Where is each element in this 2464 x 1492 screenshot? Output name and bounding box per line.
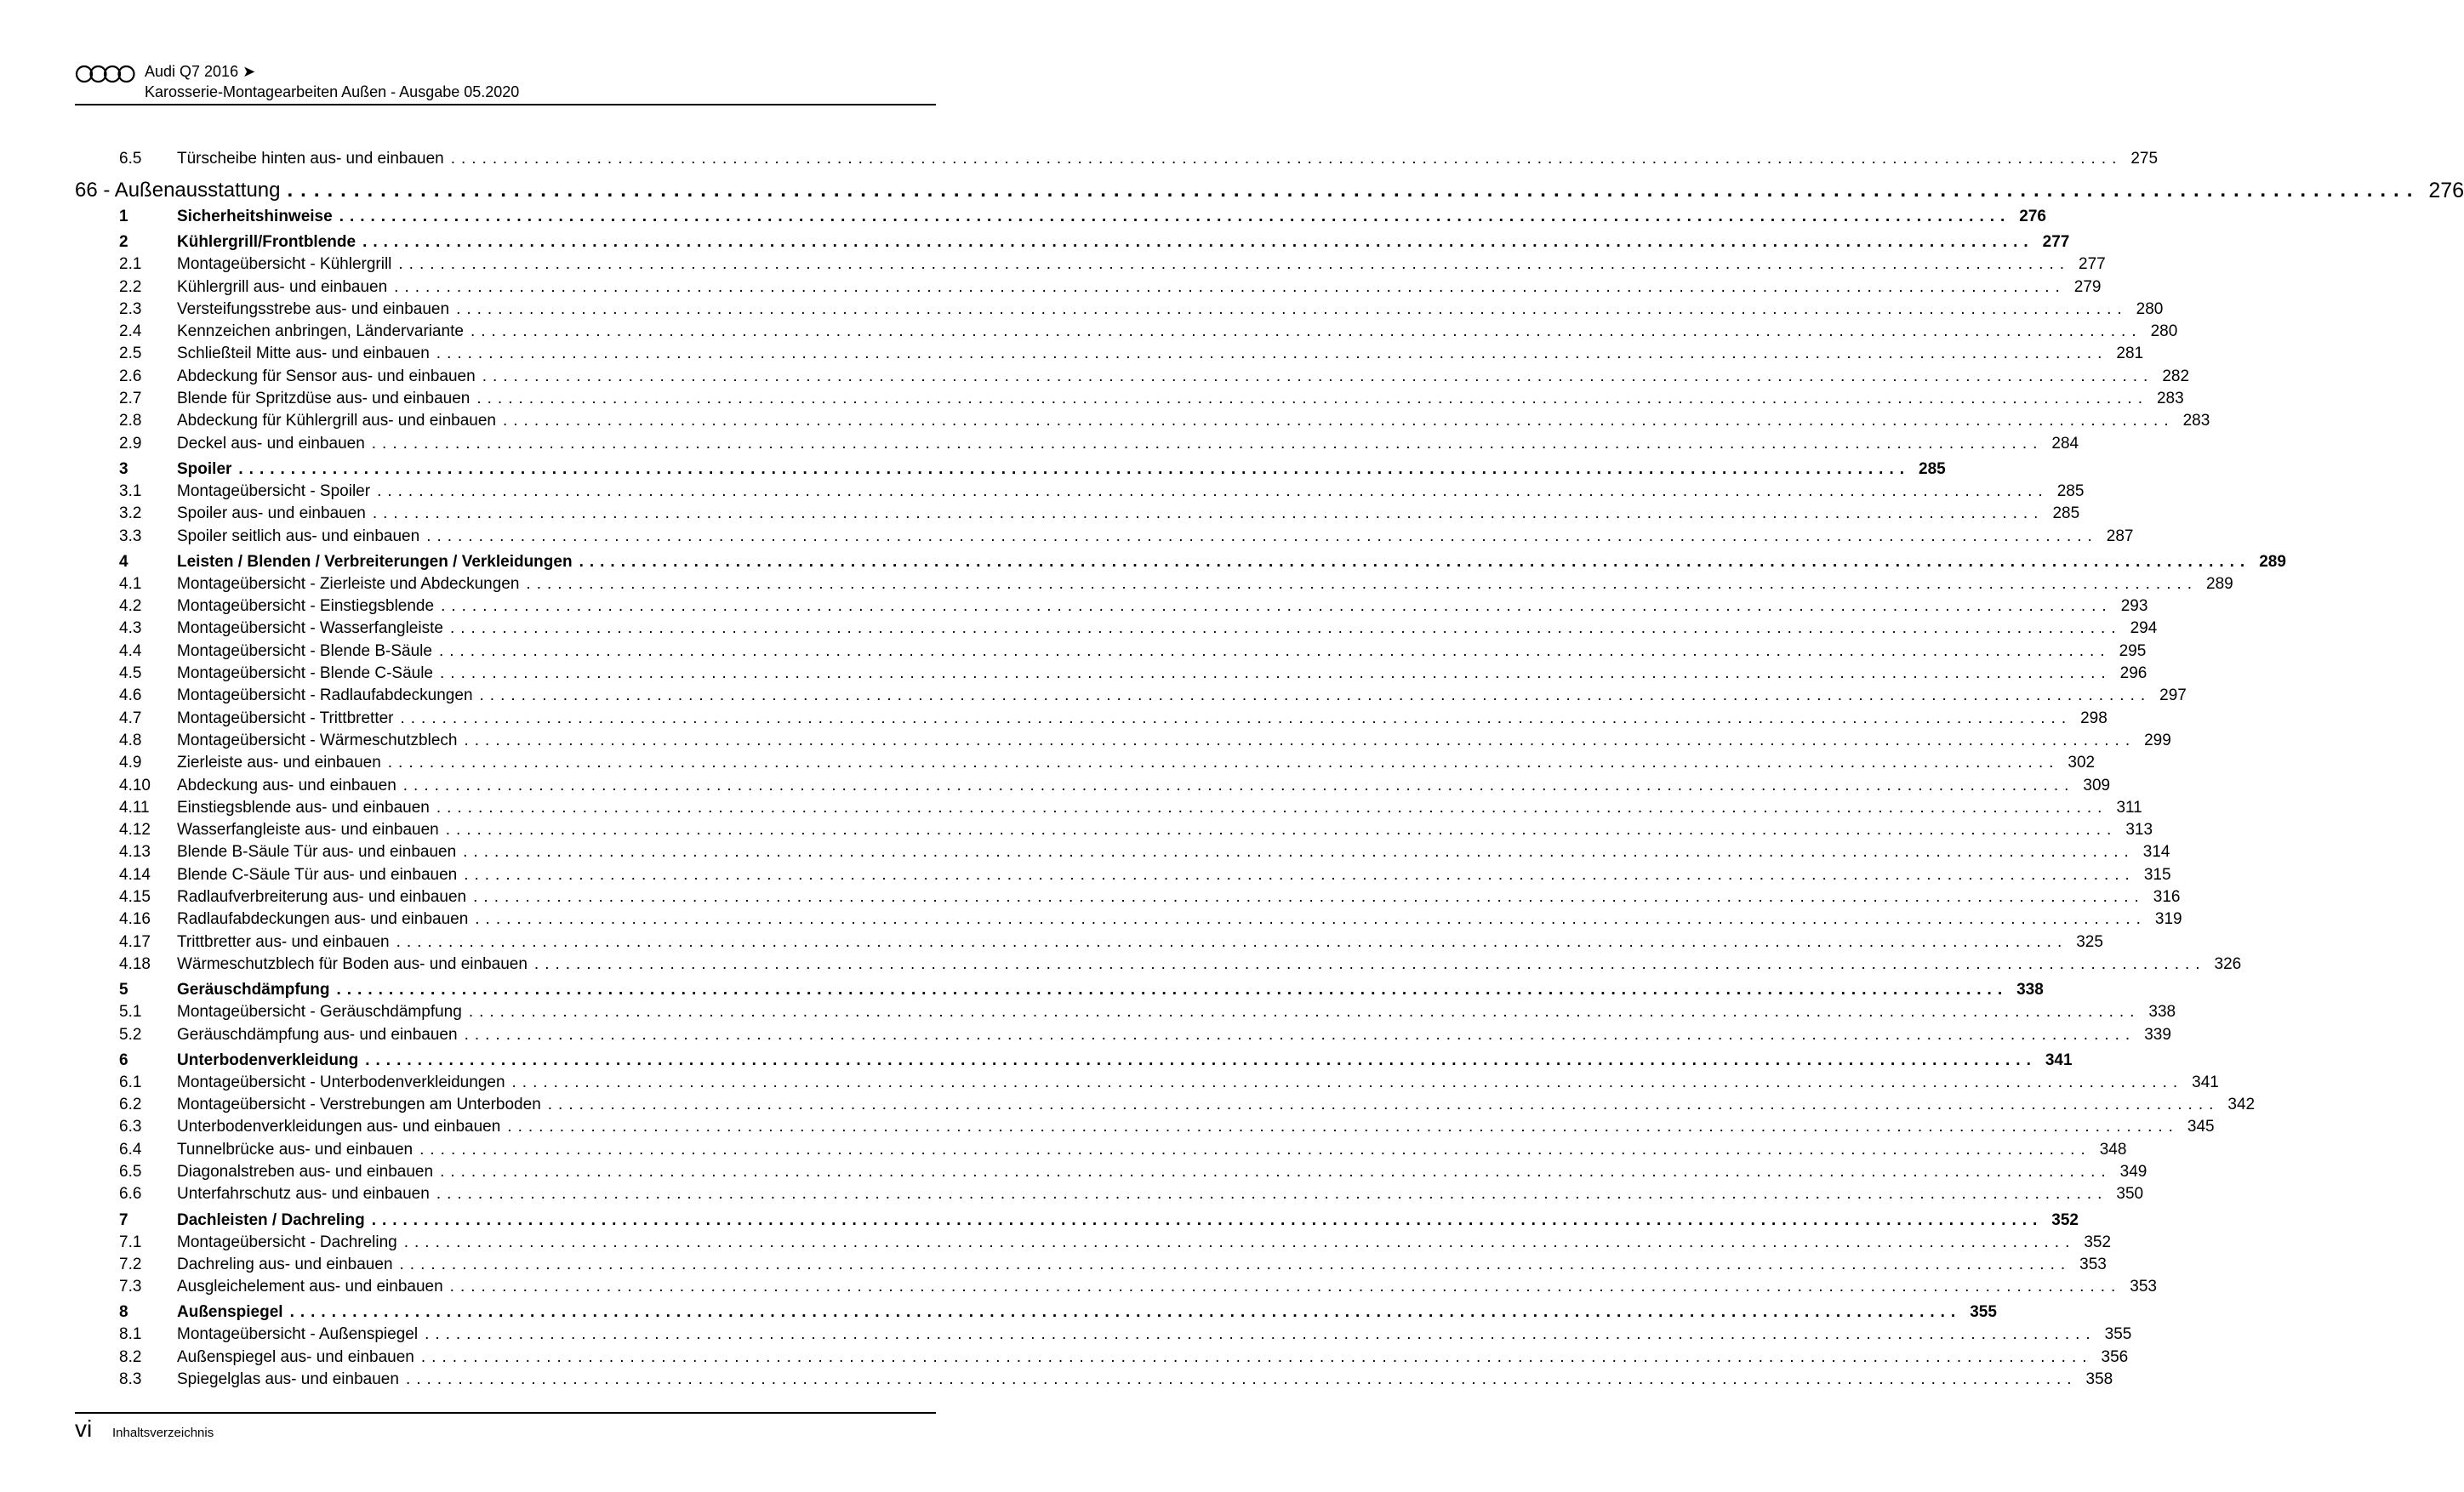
toc-entry-page: 358 [2085,1370,2113,1389]
toc-entry[interactable] [75,1208,2079,1232]
toc-entry[interactable] [75,730,2171,752]
toc-entry[interactable] [75,618,2158,640]
toc-entry-title: Ausgleichelement aus- und einbauen [177,1278,443,1296]
dot-leader: ................................................................................................................................................................ [441,597,2113,616]
toc-entry-number: 7.3 [119,1278,142,1296]
toc-entry[interactable] [75,797,2142,819]
toc-entry-number: 4.16 [119,910,151,929]
dot-leader: ................................................................................................................................................................ [398,255,2071,274]
toc-entry-page: 352 [2051,1210,2079,1229]
toc-entry[interactable] [75,343,2144,365]
toc-entry-page: 289 [2259,552,2286,571]
toc-entry-page: 279 [2073,277,2102,296]
toc-entry[interactable] [75,410,2210,432]
dot-leader: ................................................................................................................................................................ [287,179,2421,202]
toc-entry-page: 313 [2125,821,2153,840]
toc-entry-title: Montageübersicht - Blende C-Säule [177,664,434,683]
toc-entry-page: 285 [1919,459,1946,478]
dot-leader: ................................................................................................................................................................ [400,709,2073,727]
toc-entry-page: 287 [2106,527,2134,545]
toc-entry-page: 277 [2042,233,2070,252]
dot-leader: ................................................................................................................................................................ [371,434,2044,453]
toc-entry-page: 280 [2150,322,2178,341]
toc-entry-number: 4.4 [119,641,142,660]
toc-entry-number: 5 [119,981,128,999]
dot-leader: ................................................................................................................................................................ [339,208,2011,226]
toc-entry-title: Wärmeschutzblech für Boden aus- und einbauen [177,954,528,973]
toc-entry-page: 296 [2119,664,2147,683]
toc-entry-number: 4.18 [119,954,151,973]
toc-entry[interactable] [75,503,2080,525]
toc-entry-number: 4.9 [119,754,142,772]
toc-entry-number: 2.7 [119,390,142,408]
dot-leader: ................................................................................................................................................................ [476,390,2148,408]
toc-entry-page: 275 [2130,150,2159,168]
toc-entry-page: 356 [2101,1347,2129,1366]
toc-entry-title: Kennzeichen anbringen, Ländervariante [177,322,464,341]
toc-entry[interactable] [75,864,2171,886]
toc-entry[interactable] [75,573,2233,595]
toc-entry-title: Abdeckung für Sensor aus- und einbauen [177,367,476,385]
dot-leader: ................................................................................................................................................................ [473,888,2145,907]
toc-entry-number: 2.2 [119,277,142,296]
dot-leader: ................................................................................................................................................................ [449,619,2122,638]
toc-entry-number: 4.2 [119,597,142,616]
toc-entry-number: 4.8 [119,731,142,749]
toc-entry-number: 2.3 [119,299,142,318]
toc-entry-title: Dachleisten / Dachreling [177,1210,365,1229]
toc-entry-page: 353 [2079,1255,2107,1273]
dot-leader: ................................................................................................................................................................ [372,504,2045,523]
toc-entry-page: 276 [2428,179,2464,203]
toc-entry[interactable] [75,276,2102,299]
audi-rings-logo-icon [75,65,136,83]
toc-entry-page: 350 [2116,1185,2144,1204]
toc-entry-number: 7.1 [119,1233,142,1251]
toc-entry-title: Montageübersicht - Kühlergrill [177,255,392,274]
dot-leader: ................................................................................................................................................................ [402,776,2075,794]
dot-leader: ................................................................................................................................................................ [436,345,2108,363]
toc-entry-page: 316 [2153,888,2181,907]
toc-entry-page: 277 [2079,255,2106,274]
dot-leader: ................................................................................................................................................................ [440,1162,2112,1181]
toc-entry-page: 293 [2120,597,2148,616]
toc-entry-title: Montageübersicht - Trittbretter [177,709,394,727]
toc-entry-title: Deckel aus- und einbauen [177,434,365,453]
toc-entry[interactable] [75,1161,2147,1183]
toc-entry-page: 339 [2144,1025,2171,1044]
toc-entry-number: 5.2 [119,1025,142,1044]
toc-entry-number: 6.4 [119,1140,142,1159]
toc-entry-title: Montageübersicht - Radlaufabdeckungen [177,686,473,705]
toc-entry-page: 280 [2136,299,2164,318]
toc-entry-number: 4.7 [119,709,142,727]
dot-leader: ................................................................................................................................................................ [362,233,2034,252]
toc-entry-number: 8.3 [119,1370,142,1389]
toc-entry-number: 4.13 [119,843,151,862]
dot-leader: ................................................................................................................................................................ [468,1003,2141,1022]
toc-entry-title: Montageübersicht - Einstiegsblende [177,597,435,616]
toc-entry[interactable] [75,1116,2215,1138]
toc-entry-page: 298 [2080,709,2108,727]
dot-leader: ................................................................................................................................................................ [387,754,2060,772]
toc-entry-page: 276 [2019,208,2046,226]
toc-entry-page: 349 [2119,1162,2147,1181]
toc-entry-number: 4 [119,552,128,571]
toc-entry-title: Montageübersicht - Spoiler [177,481,371,500]
toc-entry[interactable] [75,1024,2171,1046]
toc-entry[interactable] [75,526,2134,548]
dot-leader: ................................................................................................................................................................ [399,1255,2072,1273]
dot-leader: ................................................................................................................................................................ [336,981,2009,999]
toc-entry-page: 338 [2148,1003,2176,1022]
toc-entry-page: 299 [2144,731,2171,749]
toc-entry-page: 309 [2083,776,2111,794]
toc-entry[interactable] [75,1072,2219,1094]
toc-entry-page: 353 [2130,1278,2157,1296]
dot-leader: ................................................................................................................................................................ [464,865,2136,884]
dot-leader: ................................................................................................................................................................ [419,1140,2091,1159]
toc-entry[interactable] [75,172,2464,204]
dot-leader: ................................................................................................................................................................ [464,731,2136,749]
dot-leader: ................................................................................................................................................................ [507,1118,2179,1136]
toc-entry-number: 8.1 [119,1325,142,1344]
toc-entry-page: 319 [2154,910,2182,929]
toc-entry-title: Montageübersicht - Geräuschdämpfung [177,1003,462,1022]
toc-entry[interactable] [75,1300,1997,1324]
toc-entry-page: 283 [2156,390,2184,408]
dot-leader: ................................................................................................................................................................ [479,686,2152,705]
toc-entry-title: Zierleiste aus- und einbauen [177,754,381,772]
toc-entry-number: 6.5 [119,150,142,168]
toc-entry-title: Blende C-Säule Tür aus- und einbauen [177,865,458,884]
toc-entry[interactable] [75,253,2106,276]
toc-entry[interactable] [75,204,2046,228]
dot-leader: ................................................................................................................................................................ [403,1233,2076,1251]
toc-entry-number: 4.5 [119,664,142,683]
toc-entry-page: 326 [2214,954,2242,973]
toc-entry-title: Versteifungsstrebe aus- und einbauen [177,299,450,318]
toc-entry[interactable] [75,366,2190,388]
toc-entry-page: 283 [2182,412,2210,430]
dot-leader: ................................................................................................................................................................ [511,1073,2184,1091]
toc-entry-title: Montageübersicht - Wärmeschutzblech [177,731,458,749]
dot-leader: ................................................................................................................................................................ [365,1051,2037,1069]
toc-entry-number: 8.2 [119,1347,142,1366]
toc-entry[interactable] [75,1094,2256,1116]
toc-entry[interactable] [75,1369,2113,1391]
dot-leader: ................................................................................................................................................................ [405,1370,2078,1389]
toc-entry-page: 282 [2162,367,2190,385]
dot-leader: ................................................................................................................................................................ [533,954,2206,973]
dot-leader: ................................................................................................................................................................ [420,1347,2093,1366]
toc-entry[interactable] [75,457,1946,481]
toc-entry-number: 6.1 [119,1073,142,1091]
toc-entry[interactable] [75,1139,2127,1161]
toc-entry-page: 297 [2159,686,2187,705]
dot-leader: ................................................................................................................................................................ [475,910,2147,929]
toc-entry-number: 6.2 [119,1096,142,1114]
dot-leader: ................................................................................................................................................................ [440,664,2112,683]
toc-entry-number: 2.1 [119,255,142,274]
toc-entry[interactable] [75,977,2044,1001]
toc-entry-page: 355 [2104,1325,2132,1344]
toc-entry-number: 7.2 [119,1255,142,1273]
toc-entry-title: Schließteil Mitte aus- und einbauen [177,345,430,363]
dot-leader: ................................................................................................................................................................ [238,459,1911,478]
toc-entry-number: 2.6 [119,367,142,385]
toc-entry-title: Montageübersicht - Unterbodenverkleidungen [177,1073,505,1091]
toc-entry[interactable] [75,1001,2176,1023]
toc-entry[interactable] [75,1183,2144,1205]
toc-entry-page: 285 [2056,481,2085,500]
dot-leader: ................................................................................................................................................................ [436,1185,2108,1204]
toc-entry[interactable] [75,433,2079,455]
toc-entry-title: Unterbodenverkleidung [177,1051,359,1069]
toc-entry-title: Geräuschdämpfung aus- und einbauen [177,1025,458,1044]
toc-entry[interactable] [75,908,2182,931]
toc-entry-title: Außenspiegel [177,1303,283,1322]
dot-leader: ................................................................................................................................................................ [426,527,2098,545]
toc-entry[interactable] [75,299,2164,321]
toc-entry-title: Geräuschdämpfung [177,981,330,999]
toc-entry-number: 4.17 [119,932,151,951]
toc-entry-number: 4.14 [119,865,151,884]
toc-entry[interactable] [75,481,2085,503]
toc-entry[interactable] [75,841,2170,863]
toc-entry[interactable] [75,931,2103,954]
toc-entry-number: 4.12 [119,821,151,840]
toc-entry-number: 4.15 [119,888,151,907]
toc-entry-number: 7 [119,1210,128,1229]
toc-entry[interactable] [75,663,2147,685]
toc-entry[interactable] [75,1347,2129,1369]
dot-leader: ................................................................................................................................................................ [526,574,2199,593]
toc-entry[interactable] [75,1324,2132,1346]
dot-leader: ................................................................................................................................................................ [456,299,2128,318]
toc-entry-number: 1 [119,208,128,226]
toc-entry-title: Montageübersicht - Blende B-Säule [177,641,432,660]
toc-entry-number: 4.11 [119,798,150,817]
toc-entry-title: Türscheibe hinten aus- und einbauen [177,150,444,168]
toc-entry[interactable] [75,230,2070,253]
toc-entry[interactable] [75,1048,2073,1072]
dot-leader: ................................................................................................................................................................ [464,1025,2136,1044]
toc-entry-title: Blende B-Säule Tür aus- und einbauen [177,843,457,862]
toc-entry[interactable] [75,752,2096,774]
dot-leader: ................................................................................................................................................................ [579,552,2251,571]
toc-entry-title: Abdeckung für Kühlergrill aus- und einbauen [177,412,496,430]
toc-entry-title: Leisten / Blenden / Verbreiterungen / Verkleidungen [177,552,573,571]
toc-entry[interactable] [75,1232,2112,1254]
toc-entry-page: 342 [2227,1096,2256,1114]
dot-leader: ................................................................................................................................................................ [445,821,2118,840]
dot-leader: ................................................................................................................................................................ [289,1303,1962,1322]
toc-entry[interactable] [75,388,2184,410]
header-model: Audi Q7 2016 ➤ [145,63,256,80]
toc-entry-title: Dachreling aus- und einbauen [177,1255,393,1273]
toc-entry[interactable] [75,886,2181,908]
toc-entry-title: Montageübersicht - Außenspiegel [177,1325,419,1344]
toc-entry-page: 284 [2051,434,2079,453]
dot-leader: ................................................................................................................................................................ [502,412,2175,430]
toc-entry-number: 4.6 [119,686,142,705]
toc-entry-title: Spoiler aus- und einbauen [177,504,366,523]
toc-entry-title: Wasserfangleiste aus- und einbauen [177,821,439,840]
toc-entry-page: 294 [2130,619,2158,638]
toc-entry-number: 3.1 [119,481,142,500]
toc-entry-page: 311 [2116,798,2142,817]
toc-entry-number: 5.1 [119,1003,142,1022]
toc-entry-number: 2.4 [119,322,142,341]
toc-entry-page: 281 [2116,345,2144,363]
toc-entry-page: 341 [2192,1073,2219,1091]
header-subtitle: Karosserie-Montagearbeiten Außen - Ausgabe 05.2020 [145,83,520,100]
toc-entry-number: 3.2 [119,504,142,523]
toc-entry-number: 6 [119,1051,128,1069]
dot-leader: ................................................................................................................................................................ [396,932,2068,951]
toc-entry-number: 6.3 [119,1118,142,1136]
toc-entry-title: Radlaufverbreiterung aus- und einbauen [177,888,467,907]
toc-entry-number: 3.3 [119,527,142,545]
toc-entry-number: 3 [119,459,128,478]
toc-entry-title: Kühlergrill/Frontblende [177,233,356,252]
dot-leader: ................................................................................................................................................................ [394,277,2066,296]
toc-entry-page: 345 [2187,1118,2215,1136]
toc-entry[interactable] [75,708,2108,730]
toc-entry[interactable] [75,819,2153,841]
toc-entry-title: Abdeckung aus- und einbauen [177,776,396,794]
toc-entry-page: 315 [2143,865,2171,884]
dot-leader: ................................................................................................................................................................ [436,798,2108,817]
toc-entry-number: 8 [119,1303,128,1322]
dot-leader: ................................................................................................................................................................ [377,481,2049,500]
toc-entry-title: Blende für Spritzdüse aus- und einbauen [177,390,471,408]
dot-leader: ................................................................................................................................................................ [449,1278,2122,1296]
toc-entry-title: Radlaufabdeckungen aus- und einbauen [177,910,469,929]
toc-entry-page: 325 [2076,932,2103,951]
toc-entry-page: 285 [2052,504,2080,523]
toc-entry-title: Diagonalstreben aus- und einbauen [177,1162,434,1181]
dot-leader: ................................................................................................................................................................ [450,150,2123,168]
toc-entry-page: 355 [1970,1303,1997,1322]
toc-entry[interactable] [75,775,2111,797]
toc-entry[interactable] [75,148,2159,170]
toc-entry-number: 6.6 [119,1185,142,1204]
dot-leader: ................................................................................................................................................................ [371,1210,2044,1229]
toc-entry-page: 302 [2068,754,2096,772]
table-of-contents [75,148,2464,1391]
toc-entry-title: Einstiegsblende aus- und einbauen [177,798,430,817]
page-header [75,58,936,105]
toc-entry-title: Außenspiegel aus- und einbauen [177,1347,414,1366]
dot-leader: ................................................................................................................................................................ [463,843,2135,862]
toc-entry-page: 338 [2016,981,2044,999]
toc-entry-title: Spoiler seitlich aus- und einbauen [177,527,420,545]
toc-entry-title: Montageübersicht - Dachreling [177,1233,397,1251]
dot-leader: ................................................................................................................................................................ [482,367,2154,385]
toc-entry-page: 348 [2099,1140,2127,1159]
dot-leader: ................................................................................................................................................................ [438,641,2111,660]
toc-entry[interactable] [75,685,2187,707]
dot-leader: ................................................................................................................................................................ [547,1096,2220,1114]
toc-entry-page: 341 [2045,1051,2073,1069]
toc-entry-number: 4.1 [119,574,142,593]
toc-entry-title: Kühlergrill aus- und einbauen [177,277,388,296]
toc-entry[interactable] [75,1276,2157,1298]
toc-entry-title: Spoiler [177,459,232,478]
toc-entry-title: Sicherheitshinweise [177,208,333,226]
toc-entry-number: 2.9 [119,434,142,453]
toc-entry-number: 2.8 [119,412,142,430]
toc-entry[interactable] [75,1254,2107,1276]
toc-entry[interactable] [75,321,2178,343]
toc-entry-title: 66 - Außenausstattung [75,179,281,202]
footer-section-label: Inhaltsverzeichnis [112,1426,214,1440]
toc-entry-number: 4.10 [119,776,151,794]
toc-entry-title: Montageübersicht - Zierleiste und Abdeckungen [177,574,520,593]
toc-entry-page: 352 [2084,1233,2112,1251]
toc-entry-number: 2 [119,233,128,252]
dot-leader: ................................................................................................................................................................ [425,1325,2096,1344]
toc-entry-page: 295 [2119,641,2147,660]
toc-entry[interactable] [75,595,2148,618]
toc-entry-title: Unterfahrschutz aus- und einbauen [177,1185,430,1204]
toc-entry-title: Trittbretter aus- und einbauen [177,932,390,951]
toc-entry-number: 4.3 [119,619,142,638]
toc-entry-page: 314 [2142,843,2170,862]
toc-entry-title: Montageübersicht - Verstrebungen am Unterboden [177,1096,541,1114]
toc-entry-page: 289 [2206,574,2233,593]
page-number: vi [75,1415,93,1442]
toc-entry-title: Montageübersicht - Wasserfangleiste [177,619,443,638]
toc-entry[interactable] [75,550,2286,573]
toc-entry[interactable] [75,954,2242,976]
dot-leader: ................................................................................................................................................................ [470,322,2142,341]
toc-entry-title: Tunnelbrücke aus- und einbauen [177,1140,414,1159]
page-footer [75,1412,936,1448]
toc-entry[interactable] [75,641,2147,663]
toc-entry-title: Unterbodenverkleidungen aus- und einbauen [177,1118,501,1136]
toc-entry-number: 2.5 [119,345,142,363]
toc-entry-title: Spiegelglas aus- und einbauen [177,1370,399,1389]
toc-entry-number: 6.5 [119,1162,142,1181]
